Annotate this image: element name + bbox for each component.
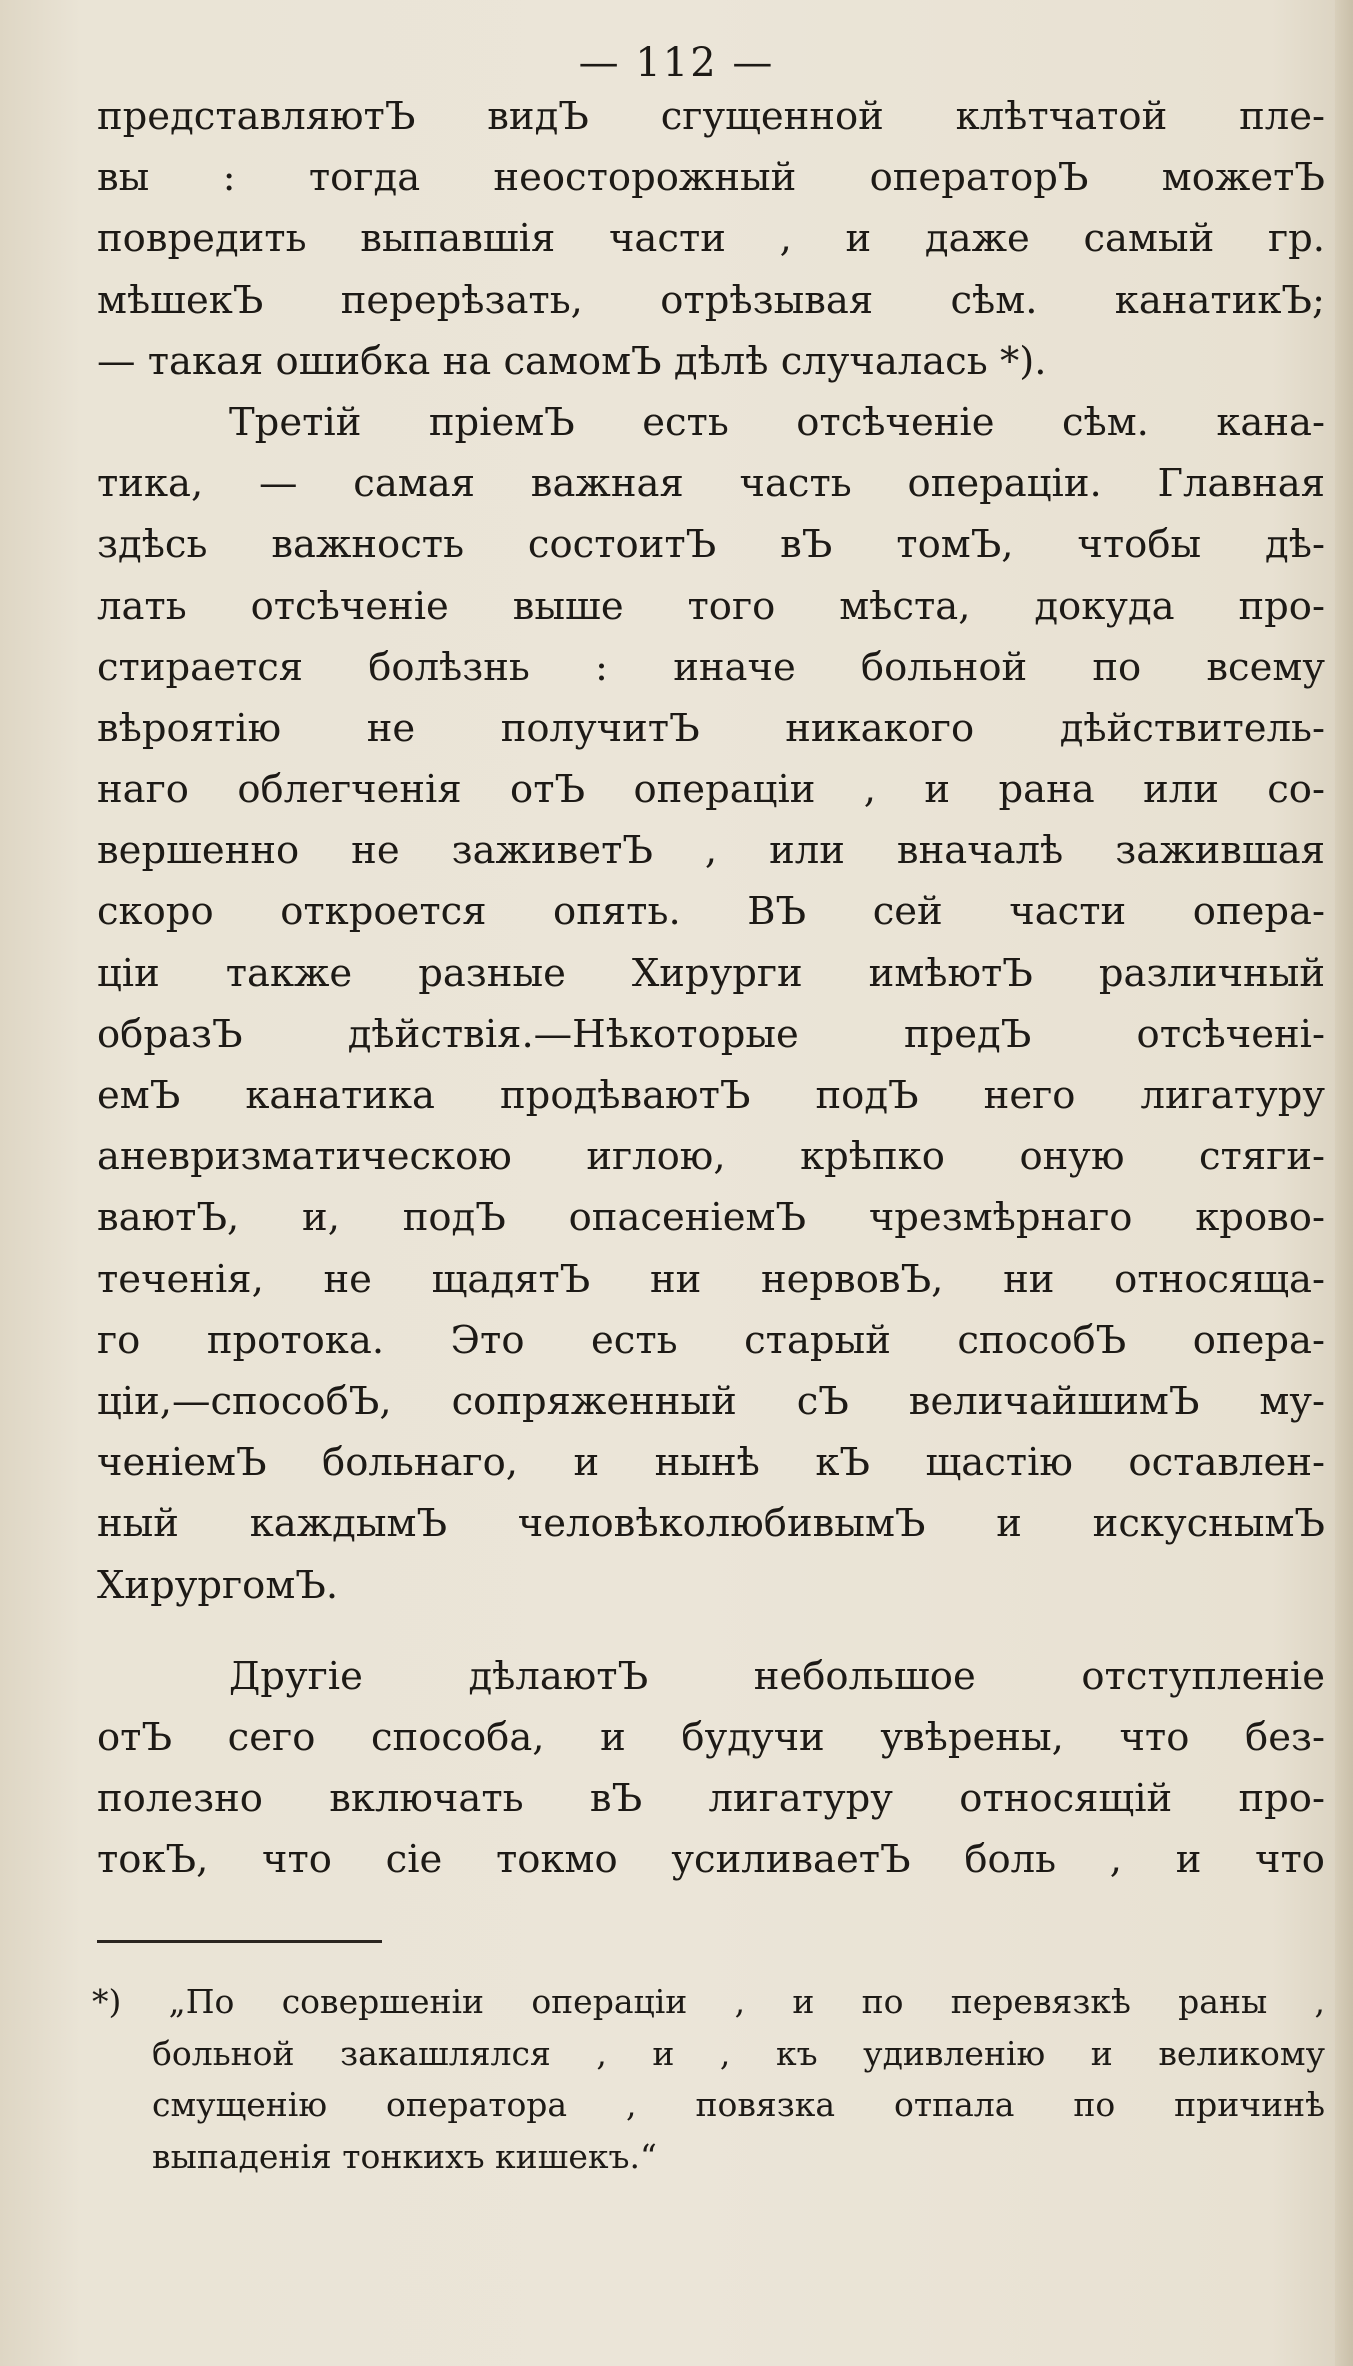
text-line: емЪ канатика продѣваютЪ подЪ него лигатуру — [97, 1073, 1325, 1118]
text-line: лать отсѣченіе выше того мѣста, докуда про- — [97, 583, 1325, 629]
page-number: — 112 — — [578, 40, 775, 86]
text-line: наго облегченія отЪ операціи , и рана или со- — [97, 767, 1325, 813]
text-line: вы : тогда неосторожный операторЪ можетЪ — [97, 155, 1325, 201]
paragraph-gap — [97, 1616, 1325, 1646]
text-line: мѣшекЪ перерѣзать, отрѣзывая сѣм. канатикЪ; — [97, 277, 1325, 323]
text-line: ХирургомЪ. — [97, 1562, 339, 1608]
text-line: ціи,—способЪ, сопряженный сЪ величайшимЪ му- — [97, 1378, 1325, 1424]
text-line: Третій пріемЪ есть отсѣченіе сѣм. кана- — [229, 399, 1325, 445]
text-line: ваютЪ, и, подЪ опасеніемЪ чрезмѣрнаго крово- — [97, 1195, 1325, 1241]
text-line: стирается болѣзнь : иначе больной по всему — [97, 644, 1325, 690]
text-line: аневризматическою иглою, крѣпко оную стяги- — [97, 1134, 1325, 1180]
text-line: вѣроятію не получитЪ никакого дѣйствитель- — [97, 705, 1325, 751]
text-line: отЪ сего способа, и будучи увѣрены, что без- — [97, 1714, 1325, 1760]
text-line: представляютЪ видЪ сгущенной клѣтчатой пле- — [97, 94, 1325, 139]
footnote — [92, 1976, 1325, 2182]
footnote-line: больной закашлялся , и , къ удивленію и великому — [152, 2033, 1325, 2073]
body-text — [97, 86, 1325, 1890]
text-line: токЪ, что сіе токмо усиливаетЪ боль , и что — [97, 1837, 1325, 1883]
footnote-line: выпаденія тонкихъ кишекъ.“ — [152, 2136, 657, 2176]
footnote-divider — [97, 1940, 382, 1943]
text-line: ченіемЪ больнаго, и нынѣ кЪ щастію оставлен- — [97, 1440, 1325, 1486]
text-line: Другіе дѣлаютЪ небольшое отступленіе — [229, 1653, 1325, 1699]
text-line: здѣсь важность состоитЪ вЪ томЪ, чтобы дѣ- — [97, 522, 1325, 568]
text-line: тика, — самая важная часть операціи. Главная — [97, 461, 1325, 507]
footnote-line: *) „По совершеніи операціи , и по перевязкѣ раны , — [92, 1982, 1325, 2021]
text-line: повредить выпавшія части , и даже самый гр. — [97, 216, 1325, 262]
page-edge — [1335, 0, 1353, 2366]
text-line: — такая ошибка на самомЪ дѣлѣ случалась *). — [97, 338, 1047, 384]
text-line: ный каждымЪ человѣколюбивымЪ и искуснымЪ — [97, 1501, 1325, 1547]
text-line: ціи также разные Хирурги имѣютЪ различный — [97, 950, 1325, 996]
text-line: полезно включать вЪ лигатуру относящій про- — [97, 1776, 1325, 1822]
text-line: скоро откроется опять. ВЪ сей части опера- — [97, 889, 1325, 935]
footnote-line: смущенію оператора , повязка отпала по причинѣ — [152, 2085, 1325, 2124]
text-line: теченія, не щадятЪ ни нервовЪ, ни относяща- — [97, 1256, 1325, 1302]
text-line: го протока. Это есть старый способЪ опера- — [97, 1317, 1325, 1363]
text-line: вершенно не заживетЪ , или вначалѣ зажившая — [97, 828, 1325, 874]
text-line: образЪ дѣйствія.—Нѣкоторые предЪ отсѣченi- — [97, 1011, 1325, 1057]
